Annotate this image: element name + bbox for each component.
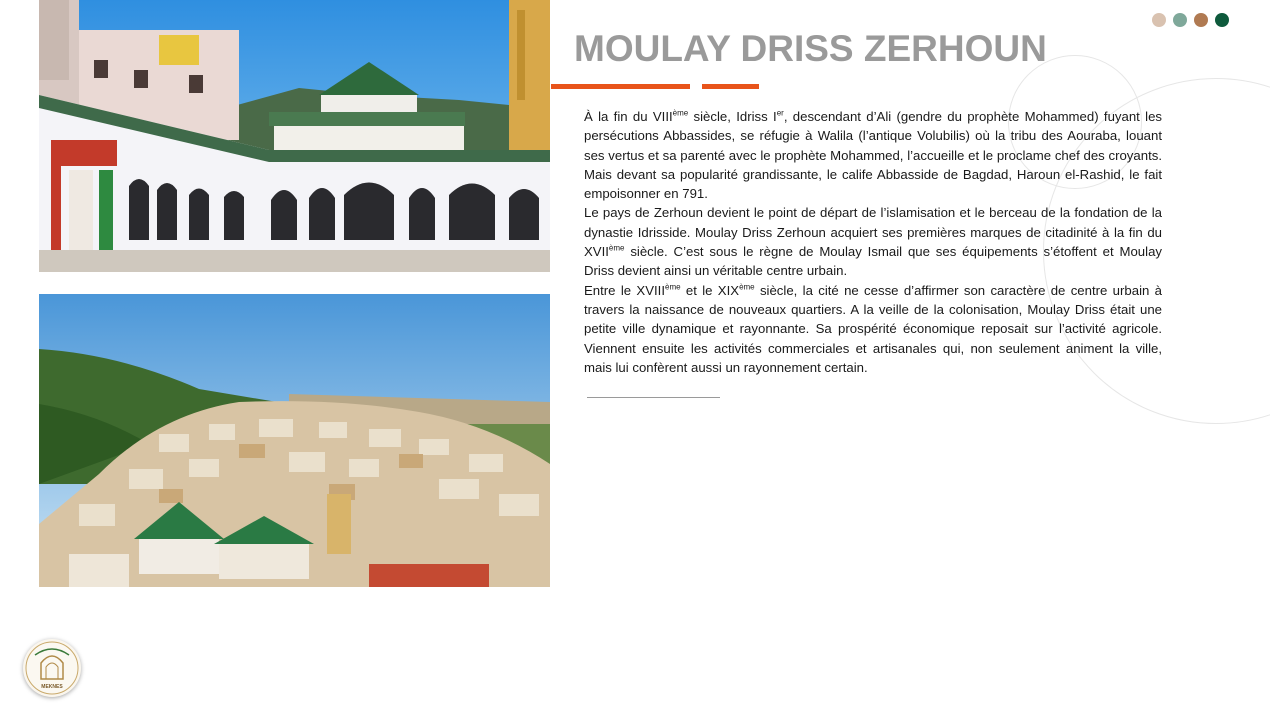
town-panorama-photo xyxy=(39,294,550,587)
title-accent-bar xyxy=(551,84,690,89)
superscript: ème xyxy=(608,243,625,253)
color-dot xyxy=(1152,13,1166,27)
logo-label: MEKNES xyxy=(41,684,63,690)
color-dot xyxy=(1173,13,1187,27)
text-run: Entre le XVIII xyxy=(584,282,666,298)
text-run: À la fin du VIII xyxy=(584,109,673,124)
page-title: MOULAY DRISS ZERHOUN xyxy=(574,28,1047,69)
meknes-logo xyxy=(23,639,81,697)
superscript: ème xyxy=(739,282,755,292)
superscript: er xyxy=(776,108,784,118)
paragraph-dynasty xyxy=(584,203,1162,280)
divider-line xyxy=(587,397,720,398)
color-dot xyxy=(1194,13,1208,27)
color-dots xyxy=(1152,13,1229,27)
text-run: Le pays de Zerhoun devient le point de départ de l’islamisation et le berceau de la fondation de la dynastie Idrisside. Moulay Driss Zerhoun acquiert ses premières marques de citadinité à la fin du XVII xyxy=(584,205,1162,260)
superscript: ème xyxy=(665,282,681,292)
text-run: et le XIX xyxy=(680,282,740,298)
body-text xyxy=(584,107,1162,377)
text-run: , descendant d’Ali (gendre du prophète Mohammed) fuyant les persécutions Abbassides, se réfugie à Walila (l’antique Volubilis) où la tribu des Aouraba, louant ses vertus et sa parenté avec le prophète Mohammed, l’accueille et le proclame chef des croyants. Mais devant sa popularité grandissante, le calife Abbasside de Bagdad, Haroun el-Rashid, le fait empoisonner en 791. xyxy=(584,109,1162,202)
mosque-courtyard-photo xyxy=(39,0,550,272)
paragraph-history xyxy=(584,107,1162,203)
superscript: ème xyxy=(672,108,689,118)
title-accent-bar xyxy=(702,84,759,89)
text-run: siècle. C’est sous le règne de Moulay Ismail que ses équipements s’étoffent et Moulay Driss devient ainsi un véritable centre urbain. xyxy=(584,244,1162,279)
color-dot xyxy=(1215,13,1229,27)
text-run: siècle, la cité ne cesse d’affirmer son caractère de centre urbain à travers la naissance de nouveaux quartiers. A la veille de la colonisation, Moulay Driss était une petite ville dynamique et rayonnante. Sa prospérité économique reposait sur l’activité agricole. Viennent ensuite les activités commerciales et artisanales qui, non seulement animent la ville, mais lui confèrent aussi un rayonnement certain. xyxy=(584,282,1162,375)
text-run: siècle, Idriss I xyxy=(688,109,777,124)
paragraph-urban-growth xyxy=(584,281,1162,377)
